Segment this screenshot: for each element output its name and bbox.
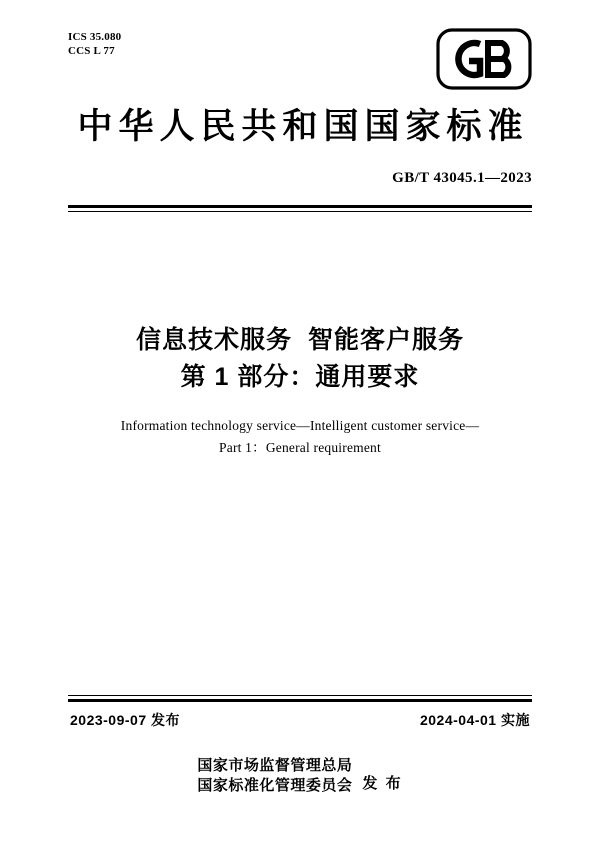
issuer-names bbox=[197, 756, 352, 796]
divider-top-thin bbox=[68, 211, 532, 212]
chinese-title bbox=[68, 322, 532, 396]
english-title-line2: Part 1：General requirement bbox=[219, 440, 381, 455]
divider-top-thick bbox=[68, 205, 532, 208]
ics-ccs-block bbox=[68, 30, 121, 58]
ccs-code: CCS L 77 bbox=[68, 45, 115, 57]
issue-date: 2023-09-07 发布 bbox=[70, 712, 181, 728]
english-title-line1: Information technology service—Intelligent customer service— bbox=[120, 418, 480, 433]
issuing-authority bbox=[68, 756, 532, 796]
cover-header bbox=[68, 30, 532, 100]
chinese-title-line1: 信息技术服务 智能客户服务 bbox=[136, 326, 464, 354]
chinese-title-line2: 第 1 部分：通用要求 bbox=[180, 363, 420, 391]
issuer-line1: 国家市场监督管理总局 bbox=[197, 757, 353, 774]
implementation-date: 2024-04-01 实施 bbox=[419, 712, 530, 728]
gb-logo-icon bbox=[436, 28, 532, 90]
issuer-line2: 国家标准化管理委员会 bbox=[197, 777, 353, 794]
date-row bbox=[68, 710, 532, 732]
ics-code: ICS 35.080 bbox=[68, 31, 122, 43]
divider-bottom-thin bbox=[68, 695, 532, 696]
standard-number: GB/T 43045.1—2023 bbox=[392, 170, 532, 186]
page-title: 中华人民共和国国家标准 bbox=[77, 107, 529, 146]
english-title bbox=[68, 415, 532, 459]
publish-label: 发 布 bbox=[362, 775, 403, 792]
divider-bottom-thick bbox=[68, 699, 532, 702]
